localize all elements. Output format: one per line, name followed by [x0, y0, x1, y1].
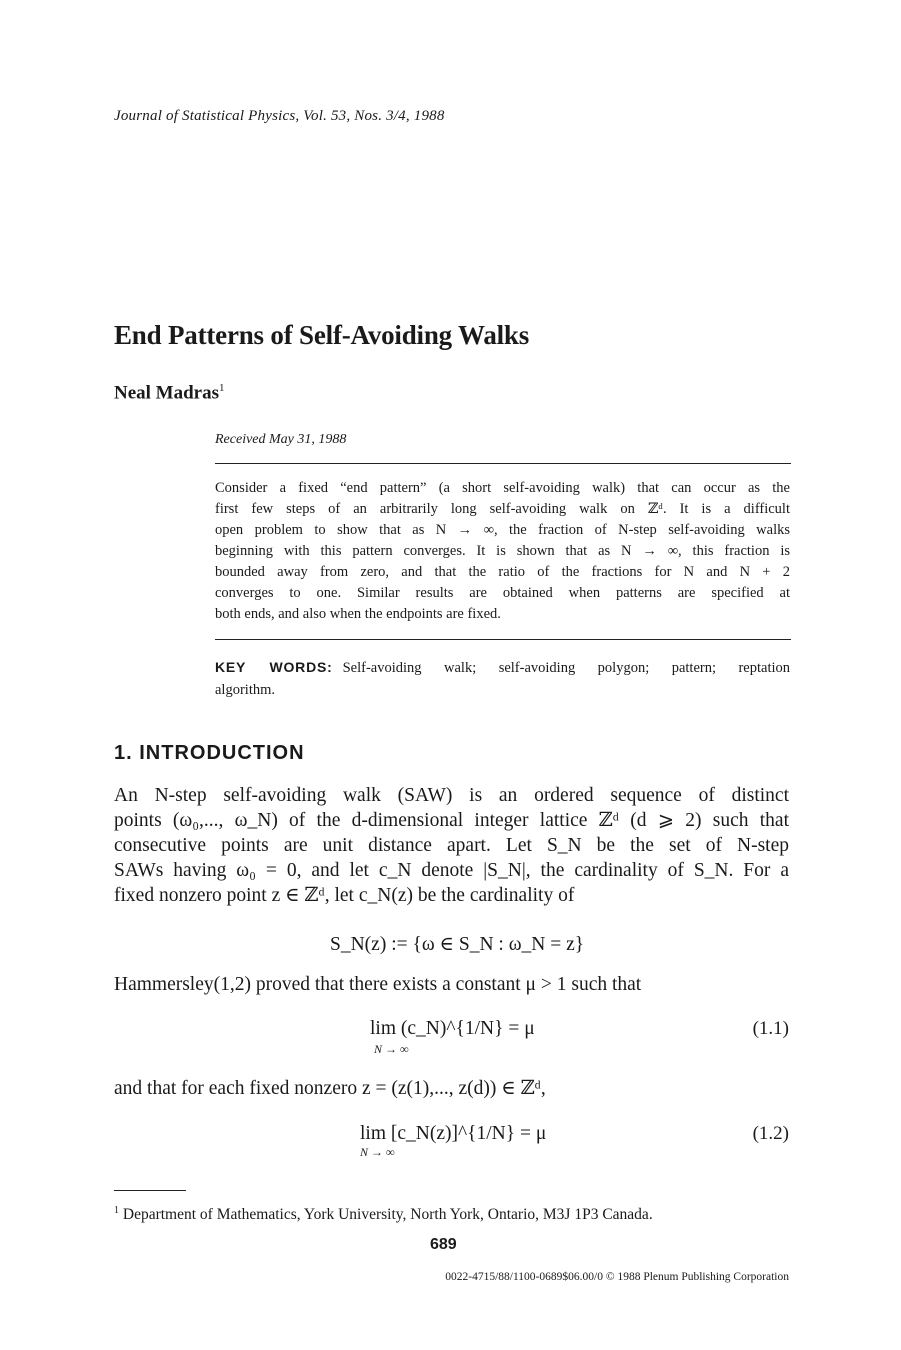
body-line: SAWs having ω₀ = 0, and let c_N denote |S_N|, the cardinality of S_N. For a	[114, 860, 789, 881]
abstract	[215, 478, 790, 625]
section-heading: 1. INTRODUCTION	[114, 742, 305, 764]
received-date: Received May 31, 1988	[215, 432, 347, 447]
body-line: fixed nonzero point z ∈ ℤᵈ, let c_N(z) be the cardinality of	[114, 885, 575, 906]
abstract-bottom-rule	[215, 639, 791, 640]
footnote-mark: 1	[114, 1205, 119, 1216]
paper-title: End Patterns of Self-Avoiding Walks	[114, 320, 530, 350]
author-name-text: Neal Madras	[114, 382, 220, 404]
equation-number-1-1: (1.1)	[752, 1018, 789, 1039]
keywords-list: Self-avoiding walk; self-avoiding polygon; pattern; reptation	[342, 660, 791, 676]
abstract-line: both ends, and also when the endpoints are fixed.	[215, 606, 501, 622]
keywords-label: KEY WORDS:	[215, 659, 333, 675]
keywords	[215, 656, 790, 701]
body-line: and that for each fixed nonzero z = (z(1),..., z(d)) ∈ ℤᵈ,	[114, 1078, 546, 1099]
footnote-rule	[114, 1190, 186, 1191]
body-line: Hammersley(1,2) proved that there exists a constant μ > 1 such that	[114, 974, 642, 995]
page-number: 689	[430, 1236, 457, 1253]
intro-paragraph-1	[114, 783, 789, 908]
abstract-line: Consider a fixed “end pattern” (a short self-avoiding walk) that can occur as the	[215, 480, 790, 496]
abstract-line: beginning with this pattern converges. It is shown that as N → ∞, this fraction is	[215, 543, 790, 559]
footnote-text: Department of Mathematics, York University, North York, Ontario, M3J 1P3 Canada.	[122, 1206, 653, 1224]
intro-paragraph-3	[114, 1076, 789, 1101]
abstract-line: bounded away from zero, and that the ratio of the fractions for N and N + 2	[215, 564, 790, 580]
journal-citation: Journal of Statistical Physics, Vol. 53, Nos. 3/4, 1988	[114, 108, 445, 124]
equation-1-2-limit: N → ∞	[360, 1145, 395, 1159]
abstract-line: open problem to show that as N → ∞, the fraction of N-step self-avoiding walks	[215, 522, 790, 538]
body-line: An N-step self-avoiding walk (SAW) is an ordered sequence of distinct	[114, 785, 789, 806]
copyright-line: 0022-4715/88/1100-0689$06.00/0 © 1988 Plenum Publishing Corporation	[445, 1271, 789, 1283]
body-line: points (ω₀,..., ω_N) of the d-dimensional integer lattice ℤᵈ (d ⩾ 2) such that	[114, 810, 789, 831]
abstract-line: converges to one. Similar results are obtained when patterns are specified at	[215, 585, 790, 601]
equation-1-1: lim (c_N)^{1/N} = μ	[370, 1018, 535, 1039]
author-footnote-mark: 1	[219, 382, 225, 394]
abstract-top-rule	[215, 463, 791, 464]
keywords-line-2: algorithm.	[215, 682, 276, 698]
intro-paragraph-2	[114, 972, 789, 997]
keywords-line-1	[215, 656, 790, 679]
author-name	[114, 382, 225, 404]
equation-1-2: lim [c_N(z)]^{1/N} = μ	[360, 1123, 547, 1144]
footnote	[114, 1205, 653, 1224]
equation-1-1-limit: N → ∞	[374, 1042, 409, 1056]
abstract-line: first few steps of an arbitrarily long self-avoiding walk on ℤᵈ. It is a difficult	[215, 501, 790, 517]
body-line: consecutive points are unit distance apart. Let S_N be the set of N-step	[114, 835, 789, 856]
equation-number-1-2: (1.2)	[752, 1123, 789, 1144]
display-equation-set: S_N(z) := {ω ∈ S_N : ω_N = z}	[330, 934, 585, 955]
